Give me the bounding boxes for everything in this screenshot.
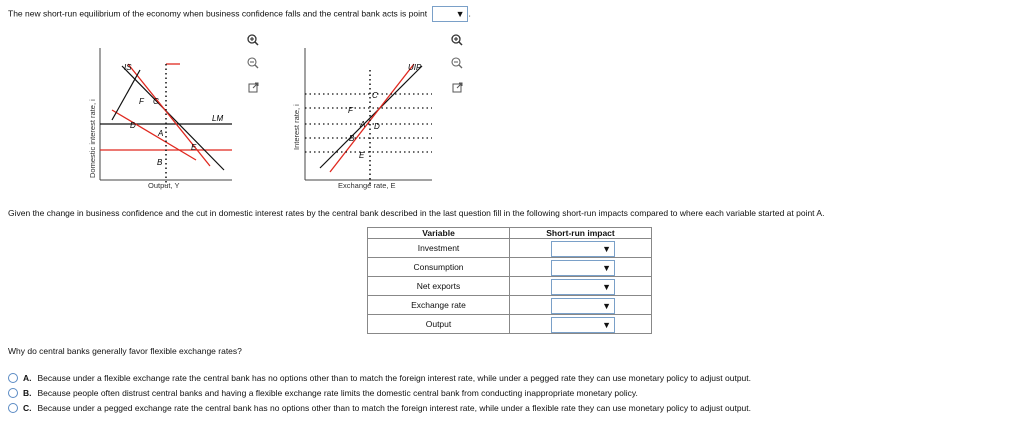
impact-dropdown-output[interactable] (551, 317, 615, 333)
label2-c: C (372, 91, 378, 100)
row-variable: Output (368, 315, 510, 334)
dropdown-arrow-icon: ▼ (602, 301, 611, 311)
why-question: Why do central banks generally favor flexible exchange rates? (8, 346, 242, 356)
impact-dropdown-exchange-rate[interactable] (551, 298, 615, 314)
label-b: B (157, 158, 163, 167)
label-f: F (139, 97, 144, 106)
label2-a: A (360, 120, 366, 129)
label2-d: D (374, 122, 380, 131)
label-d: D (130, 121, 136, 130)
uip-curve (320, 66, 422, 168)
question-text: The new short-run equilibrium of the economy when business confidence falls and the central bank acts is point (8, 8, 428, 19)
row-variable: Investment (368, 239, 510, 258)
option-c-letter: C. (23, 403, 32, 413)
label-a: A (158, 129, 164, 138)
graph2-y-label: Interest rate, i (292, 104, 301, 150)
popout-icon (452, 82, 463, 93)
row-impact-cell (510, 239, 652, 258)
is-curve (122, 66, 224, 170)
option-a[interactable] (8, 373, 751, 383)
impact-dropdown-consumption[interactable] (551, 260, 615, 276)
graph2-zoom-out-button[interactable] (450, 56, 464, 70)
is-aux-curve (112, 70, 140, 120)
label2-e: E (359, 151, 365, 160)
table-row (368, 277, 652, 296)
option-b-letter: B. (23, 388, 32, 398)
table-row (368, 239, 652, 258)
is-shifted-curve-b (112, 110, 196, 160)
graph1-x-label: Output, Y (148, 181, 180, 190)
label-uip: UIP (408, 63, 422, 72)
radio-b[interactable] (8, 388, 18, 398)
label-lm: LM (212, 114, 224, 123)
option-b[interactable] (8, 388, 638, 398)
dropdown-arrow-icon: ▼ (602, 263, 611, 273)
table-row (368, 315, 652, 334)
table-row (368, 258, 652, 277)
row-impact-cell (510, 277, 652, 296)
label2-b: B (349, 134, 355, 143)
label-is: IS (124, 63, 132, 72)
impact-table (367, 227, 652, 334)
row-impact-cell (510, 296, 652, 315)
popout-icon (248, 82, 259, 93)
graph1 (100, 48, 232, 186)
dropdown-arrow-icon: ▼ (602, 320, 611, 330)
graph1-popout-button[interactable] (246, 80, 260, 94)
row-variable: Consumption (368, 258, 510, 277)
graph1-y-label: Domestic interest rate, i (88, 99, 97, 178)
dropdown-arrow-icon: ▼ (602, 282, 611, 292)
label-e: E (191, 143, 197, 152)
graph1-zoom-in-button[interactable] (246, 33, 260, 47)
zoom-in-icon (247, 34, 259, 46)
option-a-letter: A. (23, 373, 32, 383)
label2-f: F (348, 106, 353, 115)
row-impact-cell (510, 315, 652, 334)
zoom-out-icon (247, 57, 259, 69)
row-impact-cell (510, 258, 652, 277)
zoom-in-icon (451, 34, 463, 46)
table-row (368, 296, 652, 315)
header-variable: Variable (368, 228, 510, 239)
radio-a[interactable] (8, 373, 18, 383)
dropdown-arrow-icon: ▼ (602, 244, 611, 254)
label-c: C (153, 97, 159, 106)
table-header-row (368, 228, 652, 239)
impact-dropdown-investment[interactable] (551, 241, 615, 257)
option-b-text: Because people often distrust central banks and having a flexible exchange rate limits the domestic central bank from conducting inappropriate monetary policy. (37, 388, 638, 398)
impact-dropdown-net-exports[interactable] (551, 279, 615, 295)
uip-shifted-curve (330, 64, 414, 172)
instructions-text: Given the change in business confidence and the cut in domestic interest rates by the central bank described in the last question fill in the following short-run impacts compared to where each variable started at point A. (8, 208, 825, 218)
graph2 (305, 48, 432, 186)
option-a-text: Because under a flexible exchange rate the central bank has no options other than to match the foreign interest rate, while under a pegged rate they can use monetary policy to adjust output. (37, 373, 752, 383)
dropdown-arrow-icon: ▼ (455, 9, 465, 19)
graph2-zoom-in-button[interactable] (450, 33, 464, 47)
is-shifted-curve-a (128, 64, 210, 166)
option-c[interactable] (8, 403, 751, 413)
graph1-zoom-out-button[interactable] (246, 56, 260, 70)
zoom-out-icon (451, 57, 463, 69)
radio-c[interactable] (8, 403, 18, 413)
question-end: . (468, 8, 471, 19)
graph2-popout-button[interactable] (450, 80, 464, 94)
graphs-canvas (0, 28, 480, 198)
graph2-x-label: Exchange rate, E (338, 181, 396, 190)
header-impact: Short-run impact (510, 228, 652, 239)
row-variable: Exchange rate (368, 296, 510, 315)
question-line (8, 6, 471, 22)
equilibrium-point-dropdown[interactable] (432, 6, 471, 22)
option-c-text: Because under a pegged exchange rate the central bank has no options other than to match the foreign interest rate, while under a flexible rate they can use monetary policy to adjust output. (37, 403, 752, 413)
row-variable: Net exports (368, 277, 510, 296)
